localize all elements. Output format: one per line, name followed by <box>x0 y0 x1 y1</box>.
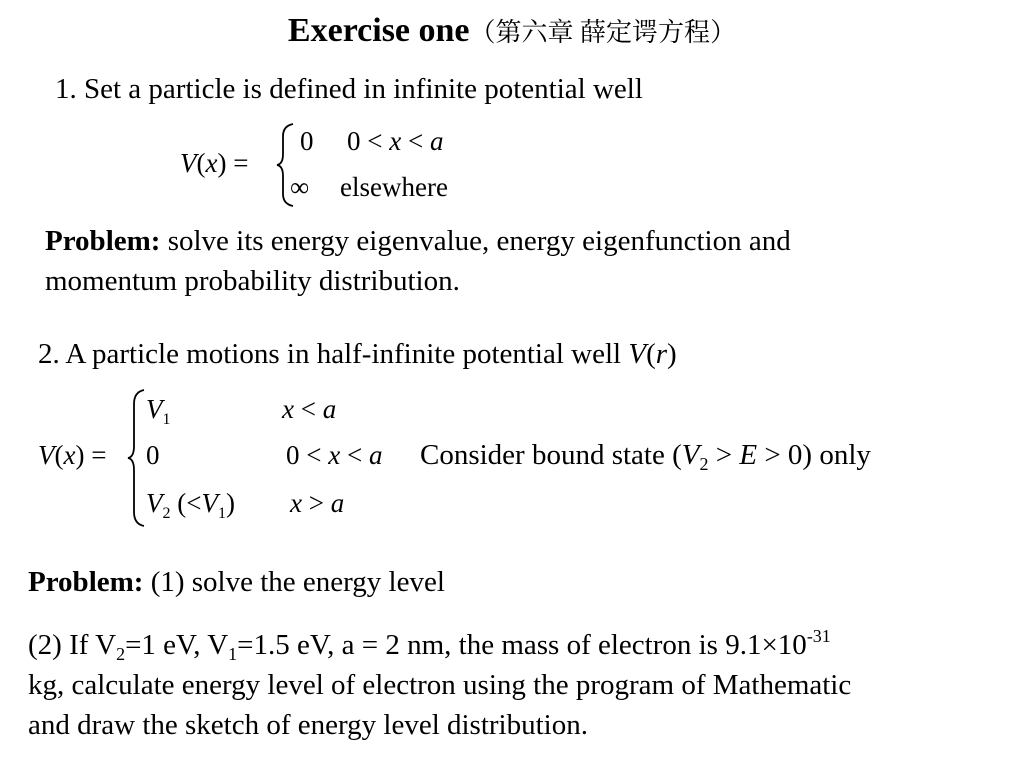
ex2-case2-zero: 0 <box>286 440 300 470</box>
ex1-problem-line-1 <box>45 222 791 260</box>
ex2-case3-sub: 2 <box>162 505 171 522</box>
ex2-case3-gt: > <box>308 488 324 518</box>
ex1-case1-zero: 0 <box>347 126 361 156</box>
ex2-bound-state-note <box>420 436 871 474</box>
ex2-case1-a: a <box>322 394 337 424</box>
ex1-problem-text-1: solve its energy eigenvalue, energy eigenfunction and <box>167 225 791 257</box>
ex2-problem-text-1: (1) solve the energy level <box>150 566 445 598</box>
ex1-case1-lt1: < <box>367 126 383 156</box>
ex2-heading-open: ( <box>646 338 656 370</box>
ex2-lhs-paren-open: ( <box>54 440 64 470</box>
ex2-q2-c: =1.5 eV, a = 2 nm, the mass of electron is 9.1×10 <box>237 629 807 661</box>
title-paren-open: （ <box>469 18 496 47</box>
ex2-bound-sub: 2 <box>699 454 709 474</box>
ex1-lhs-paren-open: ( <box>196 148 206 178</box>
ex2-question-2-line-2: kg, calculate energy level of electron using the program of Mathematic <box>28 669 852 701</box>
ex1-case1-value: 0 <box>300 126 314 156</box>
ex2-case3-a: a <box>330 488 345 518</box>
ex2-q2-sub1: 1 <box>228 644 238 664</box>
ex2-q2-b: =1 eV, V <box>125 629 229 661</box>
ex2-heading-v: V <box>628 338 647 370</box>
ex1-lhs-v: V <box>180 148 197 178</box>
ex2-case1-sub: 1 <box>162 411 171 428</box>
ex2-case2-lt1: < <box>306 440 322 470</box>
ex2-problem-line-1 <box>28 563 445 601</box>
ex2-question-2-line-1 <box>28 626 831 664</box>
ex2-case3-sub1: 1 <box>217 505 226 522</box>
ex2-case1-v: V <box>146 394 163 424</box>
ex2-heading-r: r <box>655 338 668 370</box>
ex1-lhs-x: x <box>205 148 218 178</box>
ex1-lhs-paren-close: ) <box>217 148 227 178</box>
ex2-lhs-x: x <box>63 440 76 470</box>
ex2-bound-post: 0) only <box>787 439 871 471</box>
ex1-case-1-condition <box>347 126 443 157</box>
ex2-equation-lhs <box>38 440 106 471</box>
ex2-case-1 <box>146 394 171 428</box>
exercise-1-heading: 1. Set a particle is defined in infinite potential well <box>55 73 643 105</box>
ex2-case3-open: (< <box>177 488 202 518</box>
ex1-case2-infinity: ∞ <box>290 172 310 202</box>
page-title <box>0 12 1024 50</box>
exercise-2-heading <box>38 335 677 373</box>
ex1-case-2-condition: elsewhere <box>340 172 448 202</box>
ex1-lhs-equals: = <box>233 148 249 178</box>
ex2-case3-v1: V <box>201 488 218 518</box>
ex2-case-1-condition <box>282 394 336 425</box>
ex1-problem-line-2: momentum probability distribution. <box>45 265 460 297</box>
ex2-case2-x: x <box>328 440 341 470</box>
ex2-bound-gt2: > <box>757 439 788 471</box>
ex2-case-2-condition <box>286 440 382 471</box>
title-paren-close: ） <box>710 18 737 47</box>
ex2-problem-label: Problem: <box>28 566 144 598</box>
ex1-case1-a: a <box>429 126 444 156</box>
ex2-case3-close: ) <box>225 488 235 518</box>
ex2-q2-a: (2) If V <box>28 629 117 661</box>
ex1-equation-lhs <box>180 148 248 179</box>
ex2-case-2: 0 <box>146 440 160 470</box>
ex2-case1-lt: < <box>300 394 316 424</box>
ex2-left-brace <box>126 388 148 528</box>
ex1-problem-label: Problem: <box>45 225 161 257</box>
ex2-case-3-condition <box>290 488 344 519</box>
ex2-bound-pre: Consider bound state ( <box>420 439 682 471</box>
ex2-heading-text: 2. A particle motions in half-infinite potential well <box>38 338 622 370</box>
ex2-case2-a: a <box>368 440 383 470</box>
ex2-lhs-equals: = <box>91 440 107 470</box>
ex2-case2-lt2: < <box>346 440 363 470</box>
ex1-case1-lt2: < <box>407 126 424 156</box>
ex2-bound-e: E <box>739 439 758 471</box>
ex2-q2-sub2: 2 <box>116 644 126 664</box>
title-chinese: 第六章 薛定谔方程 <box>495 18 711 47</box>
ex1-case1-x: x <box>389 126 402 156</box>
ex2-q2-sup: -31 <box>806 626 831 646</box>
ex2-case-3 <box>146 488 235 522</box>
ex2-lhs-v: V <box>38 440 55 470</box>
ex2-case1-x: x <box>282 394 294 424</box>
ex2-bound-v: V <box>681 439 700 471</box>
ex2-heading-close: ) <box>667 338 677 370</box>
ex2-lhs-paren-close: ) <box>75 440 85 470</box>
ex1-case-1 <box>300 126 314 157</box>
ex2-case3-x: x <box>290 488 302 518</box>
ex2-case3-v: V <box>146 488 163 518</box>
ex2-question-2-line-3: and draw the sketch of energy level distribution. <box>28 709 588 741</box>
ex2-bound-gt1: > <box>708 439 740 471</box>
ex1-case-2 <box>290 172 309 203</box>
title-english: Exercise one <box>287 12 470 49</box>
